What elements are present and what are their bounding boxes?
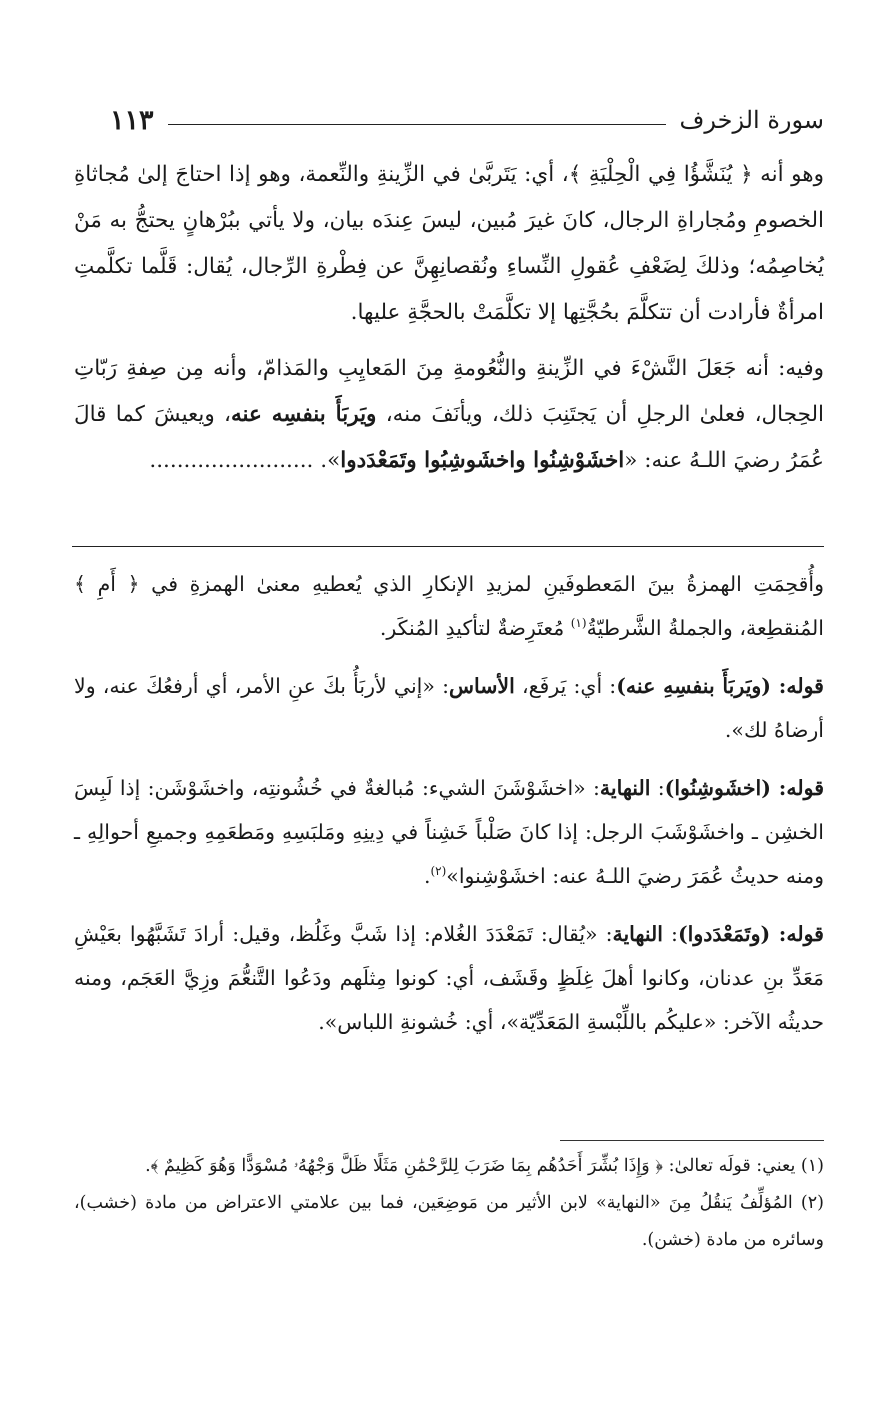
commentary-p4-text: : «يُقال: تَمَعْدَدَ الغُلام: إذا شَبَّ وغَلُظ، وقيل: أرادَ تَشَبَّهُوا بعَيْشِ مَعَدِّ بنِ عدنان، وكانوا أهلَ غِلَظٍ وقَشَف، أي: كونوا مِثلَهم ودَعُوا التَّنعُّمَ وزِيَّ العَجَم، ومنه حديثُه الآخر: «عليكُم باللِّبْسةِ المَعَدِّيّة»، أي: خُشونةِ اللباس». <box>74 922 824 1034</box>
commentary-p3-label: قوله: (اخشَوشِنُوا) <box>664 776 825 800</box>
dot-leader: ........................ <box>149 448 314 473</box>
commentary-p2-label: قوله: (ويَربَأَ بنفسِهِ عنه) <box>616 674 824 698</box>
main-p2-quote: اخشَوْشِنُوا واخشَوشِبُوا وتَمَعْدَدوا <box>340 448 625 473</box>
commentary-p4-colon: : <box>663 922 678 946</box>
commentary-p4-label: قوله: (وتَمَعْدَدوا) <box>677 922 824 946</box>
surah-title: سورة الزخرف <box>679 106 824 134</box>
commentary-p2-mid: : أي: يَرفَع، <box>514 674 617 698</box>
footnote-ref-1[interactable]: (١) <box>570 616 587 631</box>
main-paragraph-1: وهو أنه ﴿ يُنَشَّؤُا فِي الْحِلْيَةِ ﴾، أي: يَتَربَّىٰ في الزِّينةِ والنِّعمة، وهو إذا احتاجَ إلىٰ مُجاثاةِ الخصومِ ومُجاراةِ الرجال، كانَ غيرَ مُبين، ليسَ عِندَه بيان، ولا يأتي ببُرْهانٍ يحتجُّ به مَنْ يُخاصِمُه؛ وذلكَ لِضَعْفِ عُقولِ النِّساءِ ونُقصانِهِنَّ عن فِطْرةِ الرِّجال، يُقال: قَلَّما تكلَّمتِ امرأةٌ فأرادت أن تتكلَّمَ بحُجَّتِها إلا تكلَّمَتْ بالحجَّةِ عليها. <box>74 162 824 325</box>
footnote-1: (١) يعني: قولَه تعالىٰ: ﴿ وَإِذَا بُشِّرَ أَحَدُهُم بِمَا ضَرَبَ لِلرَّحْمَٰنِ مَثَلًا ظَلَّ وَجْهُهُۥ مُسْوَدًّا وَهُوَ كَظِيمٌ ﴾. <box>145 1156 824 1176</box>
commentary-p2-end: : «إني لأربَأُ بكَ عنِ الأمر، أي أرفعُكَ عنه، ولا أرضاهُ لك». <box>74 674 824 742</box>
main-p2-end: ». <box>320 448 341 473</box>
commentary-paragraph-3 <box>74 766 824 898</box>
main-p2-bold-phrase: ويَربَأَ بنفسِه عنه <box>230 402 377 427</box>
commentary-p3-end: . <box>423 864 431 888</box>
page-number: ١١٣ <box>110 104 154 136</box>
footnote-2: (٢) المُؤلِّفُ يَنقُلُ مِنَ «النهاية» لابن الأثير من مَوضِعَين، فما بين علامتي الاعتراض من مادة (خشب)، وسائره من مادة (خشن). <box>74 1193 824 1250</box>
footnotes <box>74 1148 824 1259</box>
header-rule <box>168 124 666 125</box>
main-paragraph-2 <box>74 346 824 484</box>
commentary-p3-text: : «اخشَوْشَنَ الشيء: مُبالغةٌ في خُشُونتِه، واخشَوْشَن: إذا لَبِسَ الخشِن ـ واخشَوْشَبَ الرجل: إذا كانَ صَلْباً خَشِناً في دِينِهِ ومَلبَسِهِ ومَطعَمِهِ وجميعِ أحوالِهِ ـ ومنه حديثُ عُمَرَ رضيَ اللـهُ عنه: اخشَوْشِنوا» <box>74 776 824 888</box>
footnote-ref-2[interactable]: (٢) <box>430 864 447 879</box>
commentary-paragraph-2 <box>74 664 824 752</box>
main-p2-mid: ، ويعيشَ كما قالَ عُمَرُ رضيَ اللـهُ عنه: « <box>74 402 824 473</box>
footnote-divider <box>560 1140 824 1141</box>
main-text <box>74 152 824 484</box>
commentary-text <box>74 562 824 1044</box>
commentary-paragraph-4 <box>74 912 824 1044</box>
main-p2-start: وفيه: أنه جَعَلَ النَّشْءَ في الزِّينةِ والنُّعُومةِ مِنَ المَعايِبِ والمَذامّ، وأنه مِن صِفةِ رَبّاتِ الحِجال، فعلىٰ الرجلِ أن يَجتَنِبَ ذلك، ويأنَفَ منه، <box>74 356 824 427</box>
commentary-p3-source: النهاية <box>599 776 651 800</box>
text-commentary-divider <box>72 546 824 547</box>
page-header <box>110 100 824 140</box>
commentary-p2-source: الأساس <box>448 674 515 698</box>
commentary-p1-end: مُعتَرِضةٌ لتأكيدِ المُنكَر. <box>379 616 571 640</box>
commentary-p4-source: النهاية <box>612 922 664 946</box>
commentary-paragraph-1 <box>74 562 824 650</box>
commentary-p1-text: وأُقحِمَتِ الهمزةُ بينَ المَعطوفَينِ لمزيدِ الإنكارِ الذي يُعطيهِ معنىٰ الهمزةِ في ﴿ أَمِ ﴾ المُنقطِعة، والجملةُ الشَّرطيّةُ <box>74 572 824 640</box>
commentary-p3-colon: : <box>650 776 665 800</box>
